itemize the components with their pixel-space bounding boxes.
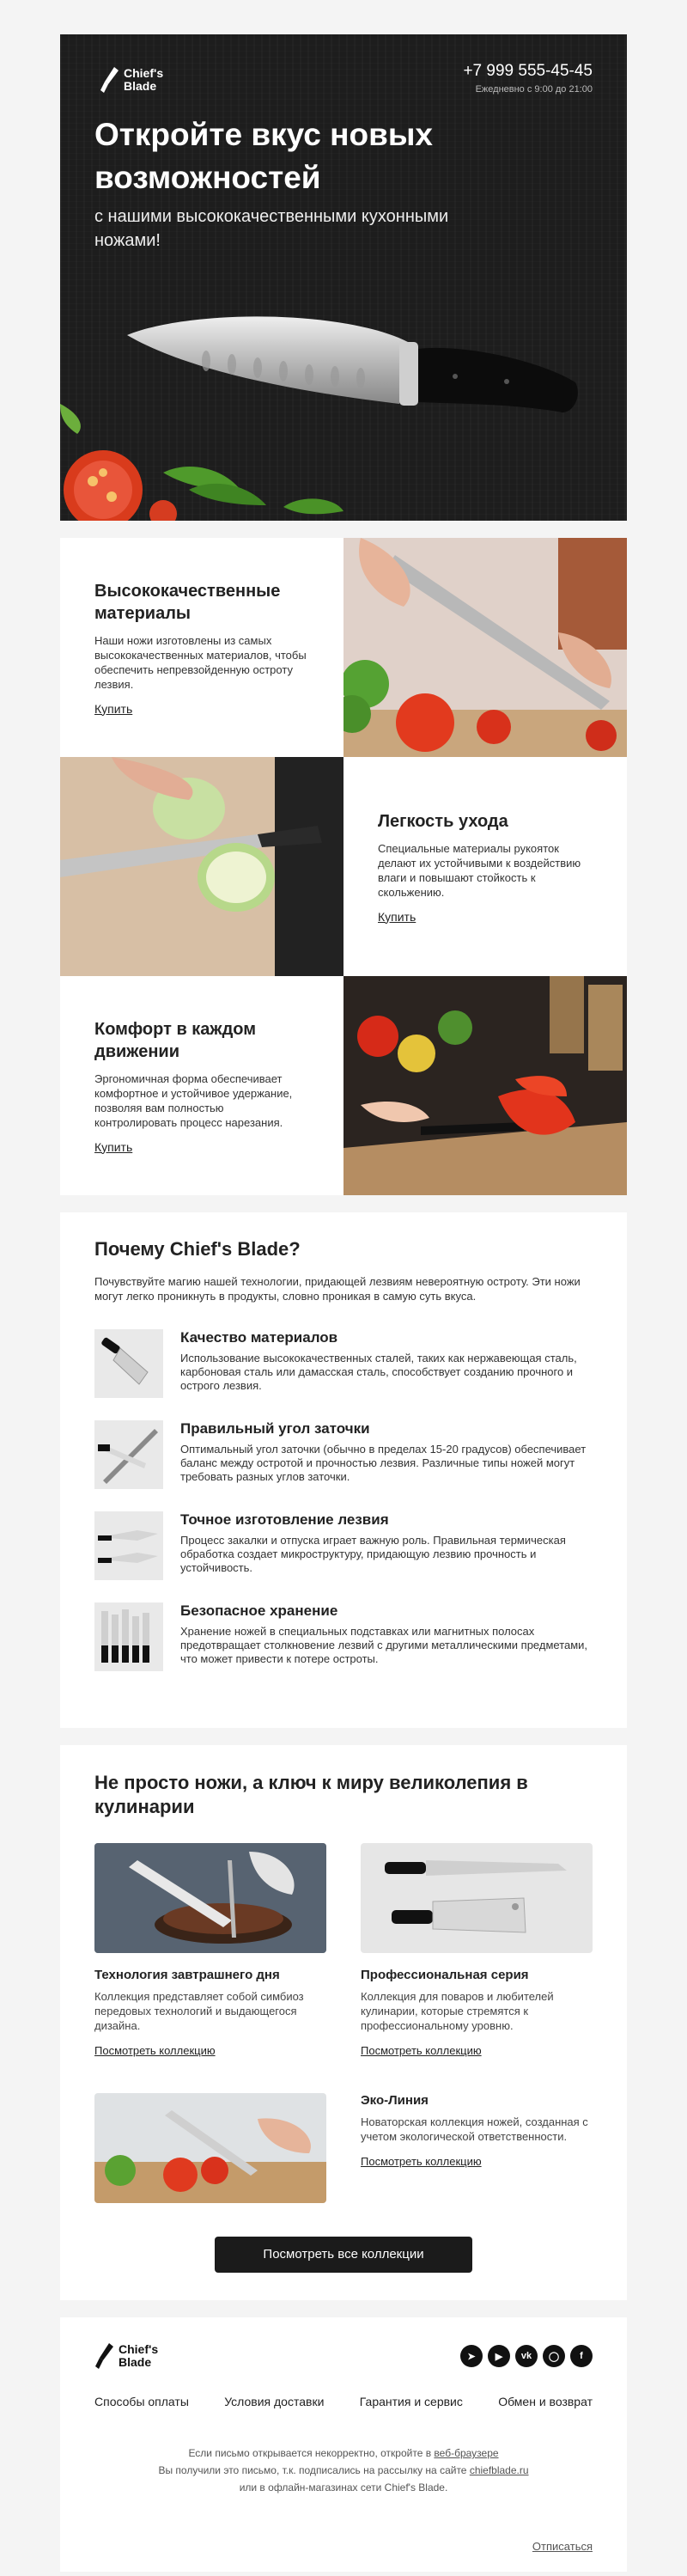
collection-title: Эко-Линия	[361, 2093, 429, 2108]
delivery-terms-link[interactable]: Условия доставки	[224, 2395, 325, 2408]
knife-logo-icon	[100, 65, 120, 95]
unsubscribe-link[interactable]: Отписаться	[532, 2540, 593, 2553]
logo[interactable]	[100, 65, 163, 95]
view-all-collections-button[interactable]: Посмотреть все коллекции	[215, 2237, 472, 2273]
facebook-icon[interactable]: f	[570, 2345, 593, 2367]
view-collection-link[interactable]: Посмотреть коллекцию	[94, 2044, 216, 2057]
why-item-title: Качество материалов	[180, 1329, 338, 1346]
why-item	[94, 1420, 593, 1489]
hero-subtitle: с нашими высококачественными кухонными ножами!	[94, 207, 449, 250]
hero-title: Откройте вкус новых возможностей	[94, 117, 433, 195]
collection-card	[94, 2093, 326, 2218]
view-collection-link[interactable]: Посмотреть коллекцию	[361, 2155, 482, 2168]
warranty-link[interactable]: Гарантия и сервис	[359, 2395, 463, 2408]
photo-cutting-tomato	[94, 2093, 326, 2203]
photo-meat-carving	[94, 1843, 326, 1953]
why-item-text: Использование высококачественных сталей, таких как нержавеющая сталь, карбоновая сталь или дамасская сталь, способствует созданию прочного и острого лезвия.	[180, 1352, 577, 1392]
site-link[interactable]: chiefblade.ru	[469, 2464, 529, 2476]
why-item-text: Хранение ножей в специальных подставках или магнитных полосах предотвращает столкновение лезвий с другими металлическими предметами, что может привести к потере остроты.	[180, 1625, 588, 1665]
collection-title: Технология завтрашнего дня	[94, 1968, 280, 1982]
collection-card	[361, 1843, 593, 2059]
why-intro: Почувствуйте магию нашей технологии, придающей лезвиям невероятную остроту. Эти ножи могут легко проникнуть в продукты, словно проникая в самую суть вкуса.	[94, 1275, 581, 1303]
buy-link[interactable]: Купить	[94, 701, 133, 716]
knife-logo-icon	[94, 2341, 115, 2371]
feature-text: Наши ножи изготовлены из самых высококачественных материалов, чтобы обеспечить непревзойденную остроту лезвия.	[94, 633, 307, 691]
feature-row	[60, 976, 627, 1195]
logo-text-line2: Blade	[124, 79, 157, 93]
web-browser-link[interactable]: веб-браузере	[434, 2447, 499, 2459]
feature-text: Специальные материалы рукояток делают их устойчивыми к воздействию влаги и повышают стойкость к скольжению.	[378, 841, 581, 899]
collections-section	[60, 1745, 627, 2300]
why-item	[94, 1511, 593, 1580]
feature-title: Комфорт в каждом движении	[94, 1019, 257, 1061]
phone-number[interactable]: +7 999 555-45-45	[463, 62, 593, 80]
returns-link[interactable]: Обмен и возврат	[498, 2395, 593, 2408]
knife-block-thumb-icon	[94, 1602, 163, 1671]
feature-title: Легкость ухода	[378, 811, 508, 831]
working-hours: Ежедневно с 9:00 до 21:00	[475, 84, 593, 95]
telegram-icon[interactable]: ➤	[460, 2345, 483, 2367]
feature-row	[60, 538, 627, 757]
footer-note: Если письмо открывается некорректно, откройте в веб-браузере Вы получили это письмо, т.к. подписались на рассылку на сайте chiefblade.ru или в офлайн-магазинах сети Chief's Blade.	[158, 2447, 529, 2494]
why-item-text: Процесс закалки и отпуска играет важную роль. Правильная термическая обработка создает микроструктуру, придающую лезвию прочность и устойчивость.	[180, 1534, 566, 1574]
social-links	[460, 2345, 593, 2367]
photo-chef-cutting-tomato	[344, 538, 627, 757]
photo-knife-set	[361, 1843, 593, 1953]
collections-title: Не просто ножи, а ключ к миру великолепия в кулинарии	[94, 1772, 528, 1817]
photo-cutting-apple	[60, 757, 344, 976]
hero-banner	[60, 34, 627, 521]
collection-card	[361, 2093, 593, 2218]
view-collection-link[interactable]: Посмотреть коллекцию	[361, 2044, 482, 2057]
collection-text: Коллекция представляет собой симбиоз передовых технологий и выдающегося дизайна.	[94, 1990, 304, 2032]
why-item-text: Оптимальный угол заточки (обычно в пределах 15-20 градусов) обеспечивает баланс между остротой и прочностью лезвия. Различные типы ножей могут требовать разных углов заточки.	[180, 1443, 587, 1483]
collection-text: Новаторская коллекция ножей, созданная с учетом экологической ответственности.	[361, 2115, 588, 2143]
buy-link[interactable]: Купить	[94, 1139, 133, 1154]
why-item-title: Точное изготовление лезвия	[180, 1511, 389, 1528]
cleaver-thumb-icon	[94, 1329, 163, 1398]
knives-thumb-icon	[94, 1511, 163, 1580]
buy-link[interactable]: Купить	[378, 909, 416, 924]
logo-text-line1: Chief's	[124, 66, 164, 80]
feature-row	[60, 757, 627, 976]
footer-links	[94, 2395, 593, 2408]
feature-tiles	[60, 538, 627, 1195]
why-title: Почему Chief's Blade?	[94, 1238, 301, 1260]
collection-text: Коллекция для поваров и любителей кулинарии, которые стремятся к профессиональному уровню.	[361, 1990, 554, 2032]
why-item	[94, 1329, 593, 1398]
photo-slicing-pepper	[344, 976, 627, 1195]
why-item-title: Безопасное хранение	[180, 1602, 338, 1619]
vk-icon[interactable]: vk	[515, 2345, 538, 2367]
collection-title: Профессиональная серия	[361, 1968, 529, 1982]
why-item	[94, 1602, 593, 1671]
payment-methods-link[interactable]: Способы оплаты	[94, 2395, 189, 2408]
logo-text-line1: Chief's	[119, 2342, 159, 2356]
youtube-icon[interactable]: ▶	[488, 2345, 510, 2367]
footer	[60, 2317, 627, 2572]
sharpening-thumb-icon	[94, 1420, 163, 1489]
why-item-title: Правильный угол заточки	[180, 1420, 370, 1437]
hero-knife-image	[60, 275, 627, 521]
collection-card	[94, 1843, 326, 2059]
why-section	[60, 1212, 627, 1728]
feature-text: Эргономичная форма обеспечивает комфортное и устойчивое удержание, позволяя вам полностью контролировать процесс нарезания.	[94, 1071, 293, 1129]
logo-text-line2: Blade	[119, 2355, 152, 2369]
feature-title: Высококачественные материалы	[94, 581, 281, 623]
instagram-icon[interactable]: ◯	[543, 2345, 565, 2367]
